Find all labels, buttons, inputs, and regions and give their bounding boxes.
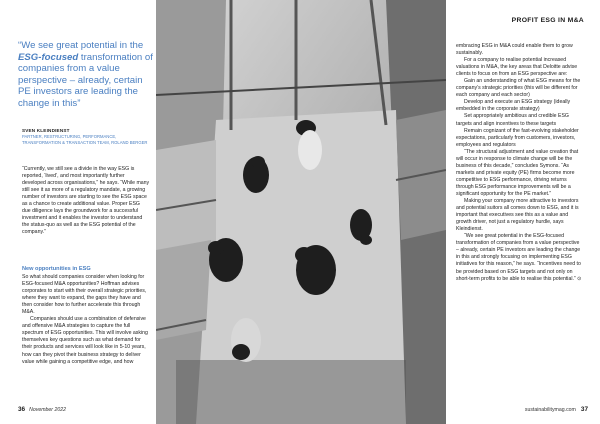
footer-right [525,406,588,413]
header-band [446,0,600,32]
attribution-name: SVEN KLEINDIENST [22,128,70,133]
pull-quote-text-end: transformation of companies from a value perspective – already, certain PE investors are leading the change in this” [18,51,153,109]
photo-illustration [156,0,446,424]
pull-quote-text: “We see great potential in the [18,40,144,51]
footer-left [18,406,66,413]
right-paragraph: For a company to realise potential increased valuations in M&A, the key areas that Deloitte advise clients to focus on from an ESG perspective are: [456,57,578,78]
left-paragraph-2: So what should companies consider when looking for ESG-focused M&A opportunities? Hoffman advises corporates to start with their overall strategic priorities, where they want to expand, the gaps they have and then consider how to further accelerate this through M&A. [22,274,147,316]
right-paragraph: Gain an understanding of what ESG means for the company’s strategic priorities (this will be different for each company and each sector) [456,78,581,99]
right-column-text [456,43,582,283]
quote-attribution [22,128,152,145]
right-page-number: 37 [580,406,588,413]
right-paragraph: Set appropriately ambitious and credible ESG targets and align incentives to these targets [456,113,569,127]
left-paragraphs [22,274,150,366]
right-paragraph: Making your company more attractive to investors and potential suitors all comes down to ESG, and it is important that executives see this as a value and growth driver, not just a regulatory hurdle, says Kleindienst. [456,198,579,233]
pull-quote [18,40,154,110]
right-paragraph: Develop and execute an ESG strategy (ideally embedded in the corporate strategy) [456,99,571,113]
pull-quote-emphasis: ESG-focused [18,51,79,63]
right-paragraph: embracing ESG in M&A could enable them to grow sustainably. [456,43,573,57]
left-page-number: 36 [18,406,26,413]
attribution-role: PARTNER, RESTRUCTURING, PERFORMANCE, TRANSFORMATION & TRANSACTION TEAM, ROLAND BERGER [22,134,148,145]
site-url: sustainabilitymag.com [524,407,576,413]
right-paragraph: Remain cognizant of the fast-evolving stakeholder expectations, particularly from customers, investors, employees and regulators [456,127,579,148]
subheading: New opportunities in ESG [22,266,91,272]
left-paragraph-1: “Currently, we still see a divide in the way ESG is reported, ‘lived’, and most importantly further developed across organisations,” he says. “While many still see it as more of a regulatory mandate, a growing number of investors are starting to see the ESG space as a chance to create additional value. Proper ESG due diligence lays the groundwork for a successful investment and it enables the investor to understand the status-quo as well as the ESG potential of the company.” [22,166,150,236]
right-paragraph: “We see great potential in the ESG-focused transformation of companies from a value perspective – already, certain PE investors are leading the change in this and strongly focusing on implementing ESG initiatives for this reason,” he says. “Incentives need to be provided based on ESG targets and not only on short-term profits to be able to realise this potential.” ⊙ [456,233,582,282]
section-label: PROFIT ESG IN M&A [511,17,584,24]
left-paragraph-3: Companies should use a combination of defensive and offensive M&A strategies to capture the full spectrum of ESG opportunities. This will involve asking themselves key questions such as what demand for their products and services will look like in 5-10 years, how can they pivot their business strategy to deliver value while gaining a competitive edge, and how [22,316,148,365]
stairwell-photo [156,0,446,424]
right-paragraph: “The structural adjustment and value creation that will occur in response to climate change will be the business of this decade,” concludes Symons. “As markets and private equity (PE) firms become more competitive to ESG performance, driving returns through ESG performance improvements will be a significant opportunity for the PE market.” [456,148,579,197]
issue-date: November 2022 [29,407,67,413]
